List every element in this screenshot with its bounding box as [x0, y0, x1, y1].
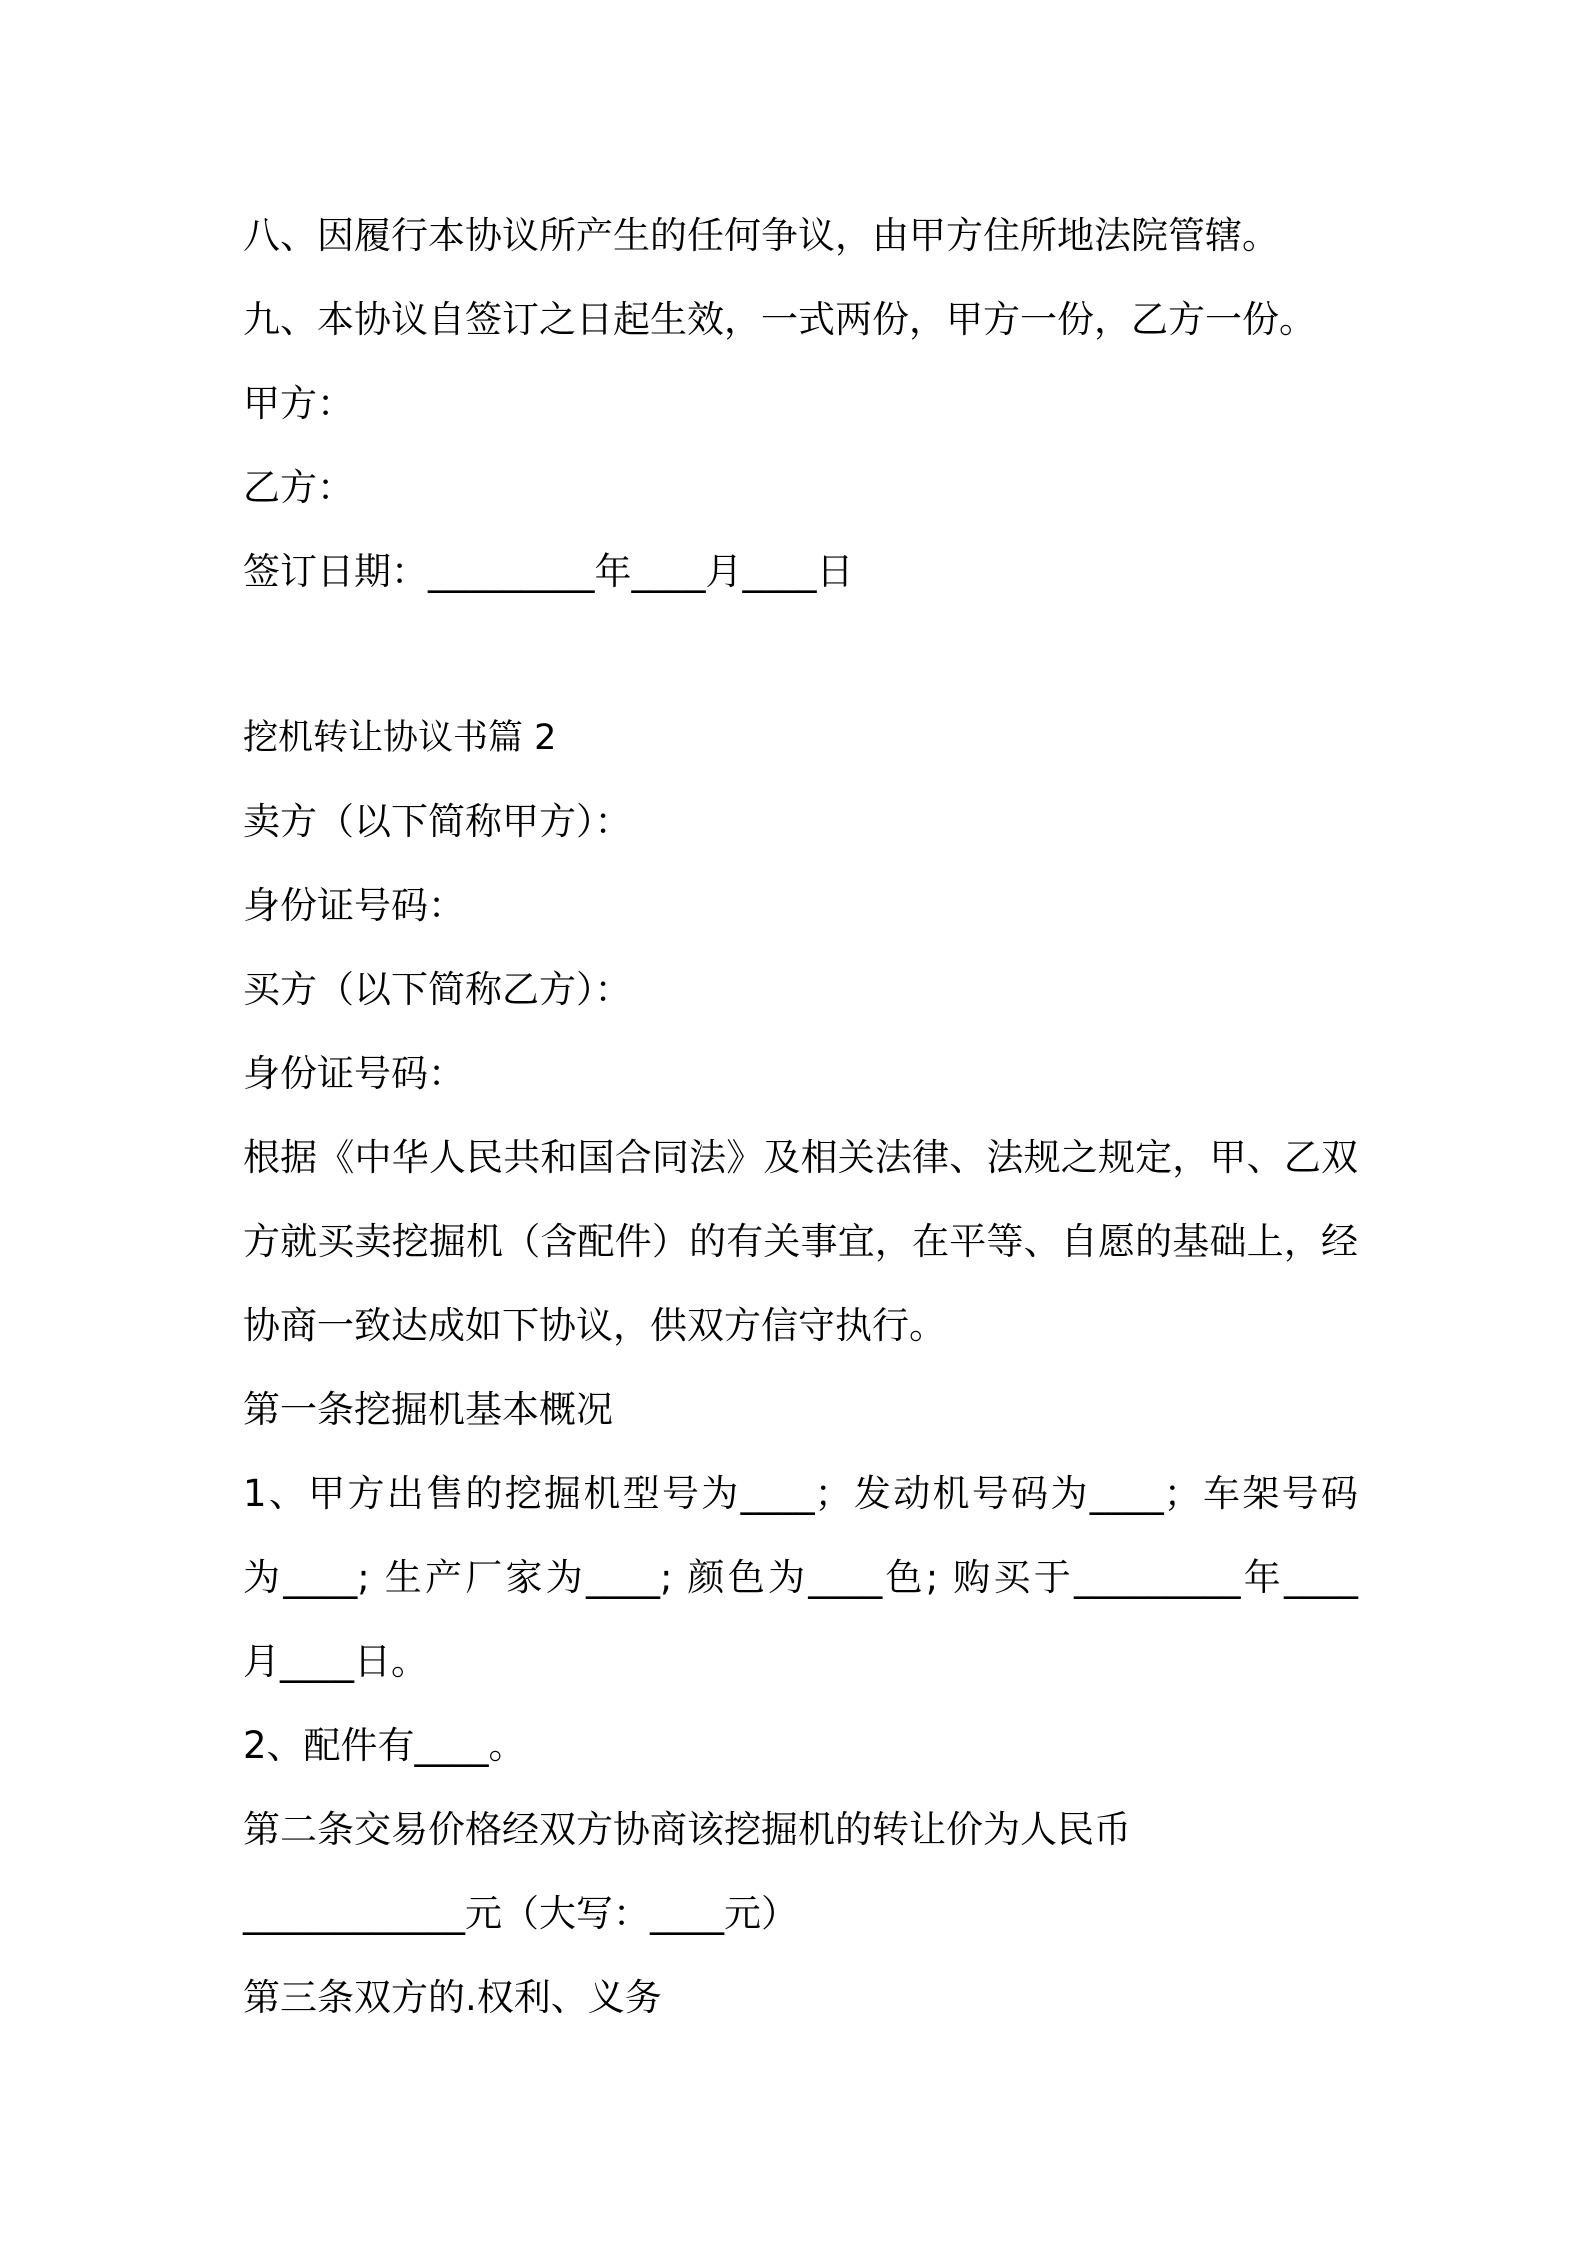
article-2-line-2: ____________元（大写：____元） — [243, 1892, 798, 1935]
preamble-line-2: 方就买卖挖掘机（含配件）的有关事宜，在平等、自愿的基础上，经 — [243, 1220, 1358, 1263]
buyer-id-label: 身份证号码： — [243, 1052, 465, 1095]
buyer-label: 买方（以下简称乙方）： — [243, 968, 632, 1011]
preamble-line-3: 协商一致达成如下协议，供双方信守执行。 — [243, 1304, 946, 1347]
item-1-line-2: 为____; 生产厂家为____; 颜色为____色; 购买于_________年____ — [243, 1556, 1358, 1599]
section-gap — [243, 614, 1358, 696]
article-3-title: 第三条双方的.权利、义务 — [243, 1976, 662, 2019]
item-1-line-3: 月____日。 — [243, 1640, 428, 1683]
item-1-line-1: 1、甲方出售的挖掘机型号为____；发动机号码为____；车架号码 — [243, 1472, 1358, 1515]
party-b-label: 乙方： — [243, 466, 354, 509]
party-a-label: 甲方： — [243, 382, 354, 425]
article-2-line-1: 第二条交易价格经双方协商该挖掘机的转让价为人民币 — [243, 1808, 1131, 1851]
sign-date: 签订日期：_________年____月____日 — [243, 550, 854, 593]
item-2: 2、配件有____。 — [243, 1724, 526, 1767]
article-1-title: 第一条挖掘机基本概况 — [243, 1388, 613, 1431]
preamble-line-1: 根据《中华人民共和国合同法》及相关法律、法规之规定，甲、乙双 — [243, 1136, 1358, 1179]
document-body — [243, 194, 1358, 2040]
seller-id-label: 身份证号码： — [243, 884, 465, 927]
seller-label: 卖方（以下简称甲方）： — [243, 800, 632, 843]
clause-8: 八、因履行本协议所产生的任何争议，由甲方住所地法院管辖。 — [243, 214, 1279, 257]
clause-9: 九、本协议自签订之日起生效，一式两份，甲方一份，乙方一份。 — [243, 298, 1316, 341]
section-2-title: 挖机转让协议书篇 2 — [243, 718, 557, 758]
